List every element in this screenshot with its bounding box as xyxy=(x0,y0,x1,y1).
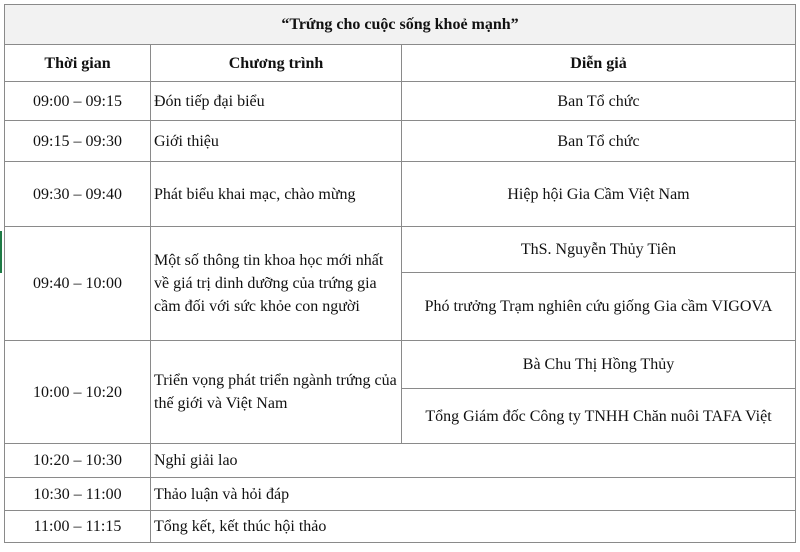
program-cell[interactable]: Triển vọng phát triển ngành trứng của thế giới và Việt Nam xyxy=(151,341,402,444)
time-cell[interactable]: 09:00 – 09:15 xyxy=(5,82,151,121)
speaker-cell[interactable]: Phó trưởng Trạm nghiên cứu giống Gia cầm VIGOVA xyxy=(402,273,796,341)
program-cell[interactable]: Nghỉ giải lao xyxy=(151,444,796,478)
header-program[interactable]: Chương trình xyxy=(151,45,402,82)
speaker-cell[interactable]: Hiệp hội Gia Cầm Việt Nam xyxy=(402,162,796,227)
time-cell[interactable]: 09:30 – 09:40 xyxy=(5,162,151,227)
table-row xyxy=(5,478,796,511)
time-cell[interactable]: 10:20 – 10:30 xyxy=(5,444,151,478)
speaker-cell[interactable]: Ban Tổ chức xyxy=(402,82,796,121)
speaker-cell[interactable]: ThS. Nguyễn Thủy Tiên xyxy=(402,227,796,273)
table-row xyxy=(5,444,796,478)
table-row xyxy=(5,121,796,162)
time-cell[interactable]: 09:15 – 09:30 xyxy=(5,121,151,162)
program-cell[interactable]: Tổng kết, kết thúc hội thảo xyxy=(151,511,796,543)
time-cell[interactable]: 10:30 – 11:00 xyxy=(5,478,151,511)
table-row xyxy=(5,82,796,121)
program-cell[interactable]: Thảo luận và hỏi đáp xyxy=(151,478,796,511)
agenda-table xyxy=(4,4,796,543)
speaker-cell[interactable]: Tổng Giám đốc Công ty TNHH Chăn nuôi TAFA Việt xyxy=(402,389,796,444)
speaker-cell[interactable]: Ban Tổ chức xyxy=(402,121,796,162)
header-time[interactable]: Thời gian xyxy=(5,45,151,82)
program-cell[interactable]: Giới thiệu xyxy=(151,121,402,162)
program-cell[interactable]: Đón tiếp đại biểu xyxy=(151,82,402,121)
program-cell[interactable]: Phát biểu khai mạc, chào mừng xyxy=(151,162,402,227)
speaker-cell[interactable]: Bà Chu Thị Hồng Thủy xyxy=(402,341,796,389)
program-cell[interactable]: Một số thông tin khoa học mới nhất về giá trị dinh dưỡng của trứng gia cầm đối với sức khỏe con người xyxy=(151,227,402,341)
header-speaker[interactable]: Diễn giả xyxy=(402,45,796,82)
time-cell[interactable]: 11:00 – 11:15 xyxy=(5,511,151,543)
table-row xyxy=(5,341,796,389)
table-row xyxy=(5,227,796,273)
time-cell[interactable]: 09:40 – 10:00 xyxy=(5,227,151,341)
time-cell[interactable]: 10:00 – 10:20 xyxy=(5,341,151,444)
table-row xyxy=(5,511,796,543)
table-title[interactable]: “Trứng cho cuộc sống khoẻ mạnh” xyxy=(5,5,796,45)
table-row xyxy=(5,162,796,227)
